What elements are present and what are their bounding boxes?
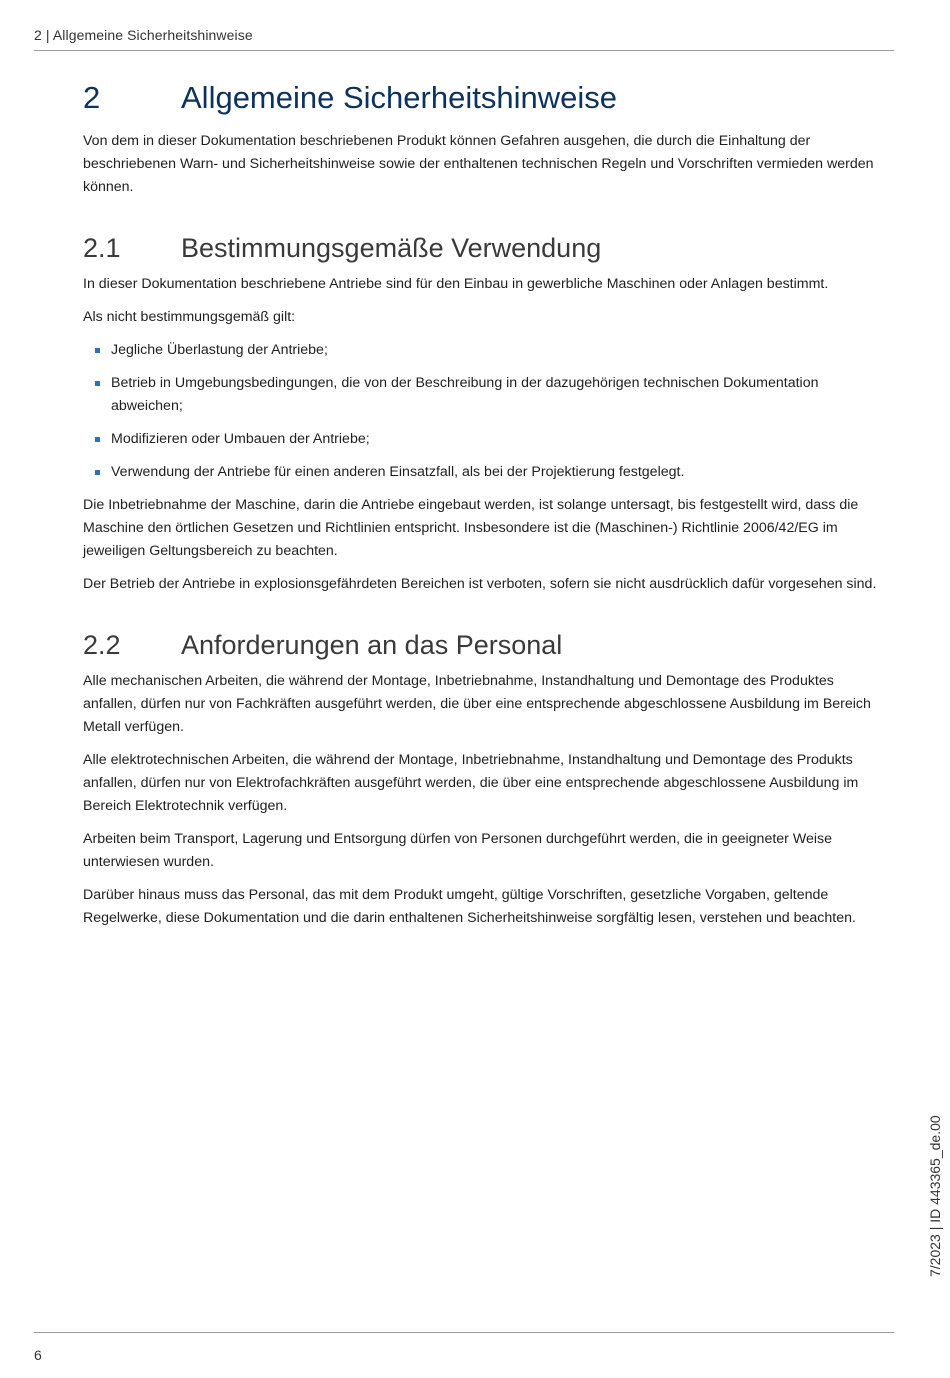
section-heading (83, 78, 878, 118)
section-title: Allgemeine Sicherheitshinweise (181, 80, 617, 115)
list-item-text: Betrieb in Umgebungsbedingungen, die von der Beschreibung in der dazugehörigen technischen Dokumentation abweichen; (111, 375, 819, 414)
list-item (83, 428, 878, 451)
paragraph: Darüber hinaus muss das Personal, das mit dem Produkt umgeht, gültige Vorschriften, gesetzliche Vorgaben, geltende Regelwerke, diese Dokumentation und die darin enthaltenen Sicherheitshinweise sorgfältig lesen, verstehen und beachten. (83, 887, 856, 926)
section-intro: Von dem in dieser Dokumentation beschriebenen Produkt können Gefahren ausgehen, die durch die Einhaltung der beschriebenen Warn- und Sicherheitshinweise sowie der enthaltenen technischen Regeln und Vorschriften vermieden werden können. (83, 133, 874, 195)
page-number: 6 (34, 1347, 42, 1363)
subsection-number: 2.2 (83, 630, 121, 660)
paragraph: In dieser Dokumentation beschriebene Antriebe sind für den Einbau in gewerbliche Maschinen oder Anlagen bestimmt. (83, 276, 829, 292)
list-item (83, 461, 878, 484)
list-item-text: Verwendung der Antriebe für einen anderen Einsatzfall, als bei der Projektierung festgelegt. (111, 464, 685, 480)
subsection-heading-2-1 (83, 231, 878, 265)
list-item-text: Jegliche Überlastung der Antriebe; (111, 342, 328, 358)
page-content (83, 78, 878, 940)
footer-divider (34, 1332, 894, 1333)
bullet-square-icon (95, 470, 100, 475)
paragraph: Als nicht bestimmungsgemäß gilt: (83, 309, 296, 325)
list-item-text: Modifizieren oder Umbauen der Antriebe; (111, 431, 370, 447)
paragraph: Alle elektrotechnischen Arbeiten, die während der Montage, Inbetriebnahme, Instandhaltung und Demontage des Produkts anfallen, dürfen nur von Elektrofachkräften ausgeführt werden, die über eine entsprechende abgeschlossene Ausbildung im Bereich Elektrotechnik verfügen. (83, 752, 859, 814)
subsection-title: Bestimmungsgemäße Verwendung (181, 233, 602, 263)
bullet-square-icon (95, 381, 100, 386)
paragraph: Die Inbetriebnahme der Maschine, darin die Antriebe eingebaut werden, ist solange untersagt, bis festgestellt wird, dass die Maschine den örtlichen Gesetzen und Richtlinien entspricht. Insbesondere ist die (Maschinen-) Richtlinie 2006/42/EG im jeweiligen Geltungsbereich zu beachten. (83, 497, 859, 559)
subsection-heading-2-2 (83, 628, 878, 662)
list-item (83, 372, 878, 418)
subsection-number: 2.1 (83, 233, 121, 263)
paragraph: Arbeiten beim Transport, Lagerung und Entsorgung dürfen von Personen durchgeführt werden, die in geeigneter Weise unterwiesen wurden. (83, 831, 832, 870)
list-item (83, 339, 878, 362)
bullet-square-icon (95, 437, 100, 442)
paragraph: Alle mechanischen Arbeiten, die während der Montage, Inbetriebnahme, Instandhaltung und Demontage des Produktes anfallen, dürfen nur von Fachkräften ausgeführt werden, die über eine entsprechende abgeschlossene Ausbildung im Bereich Metall verfügen. (83, 673, 871, 735)
bullet-square-icon (95, 348, 100, 353)
paragraph: Der Betrieb der Antriebe in explosionsgefährdeten Bereichen ist verboten, sofern sie nicht ausdrücklich dafür vorgesehen sind. (83, 576, 877, 592)
document-id-label: 7/2023 | ID 443365_de.00 (927, 1115, 943, 1277)
subsection-title: Anforderungen an das Personal (181, 630, 563, 660)
bullet-list (83, 339, 878, 484)
running-header: 2 | Allgemeine Sicherheitshinweise (34, 27, 253, 43)
header-divider (34, 50, 894, 51)
section-number: 2 (83, 80, 101, 115)
